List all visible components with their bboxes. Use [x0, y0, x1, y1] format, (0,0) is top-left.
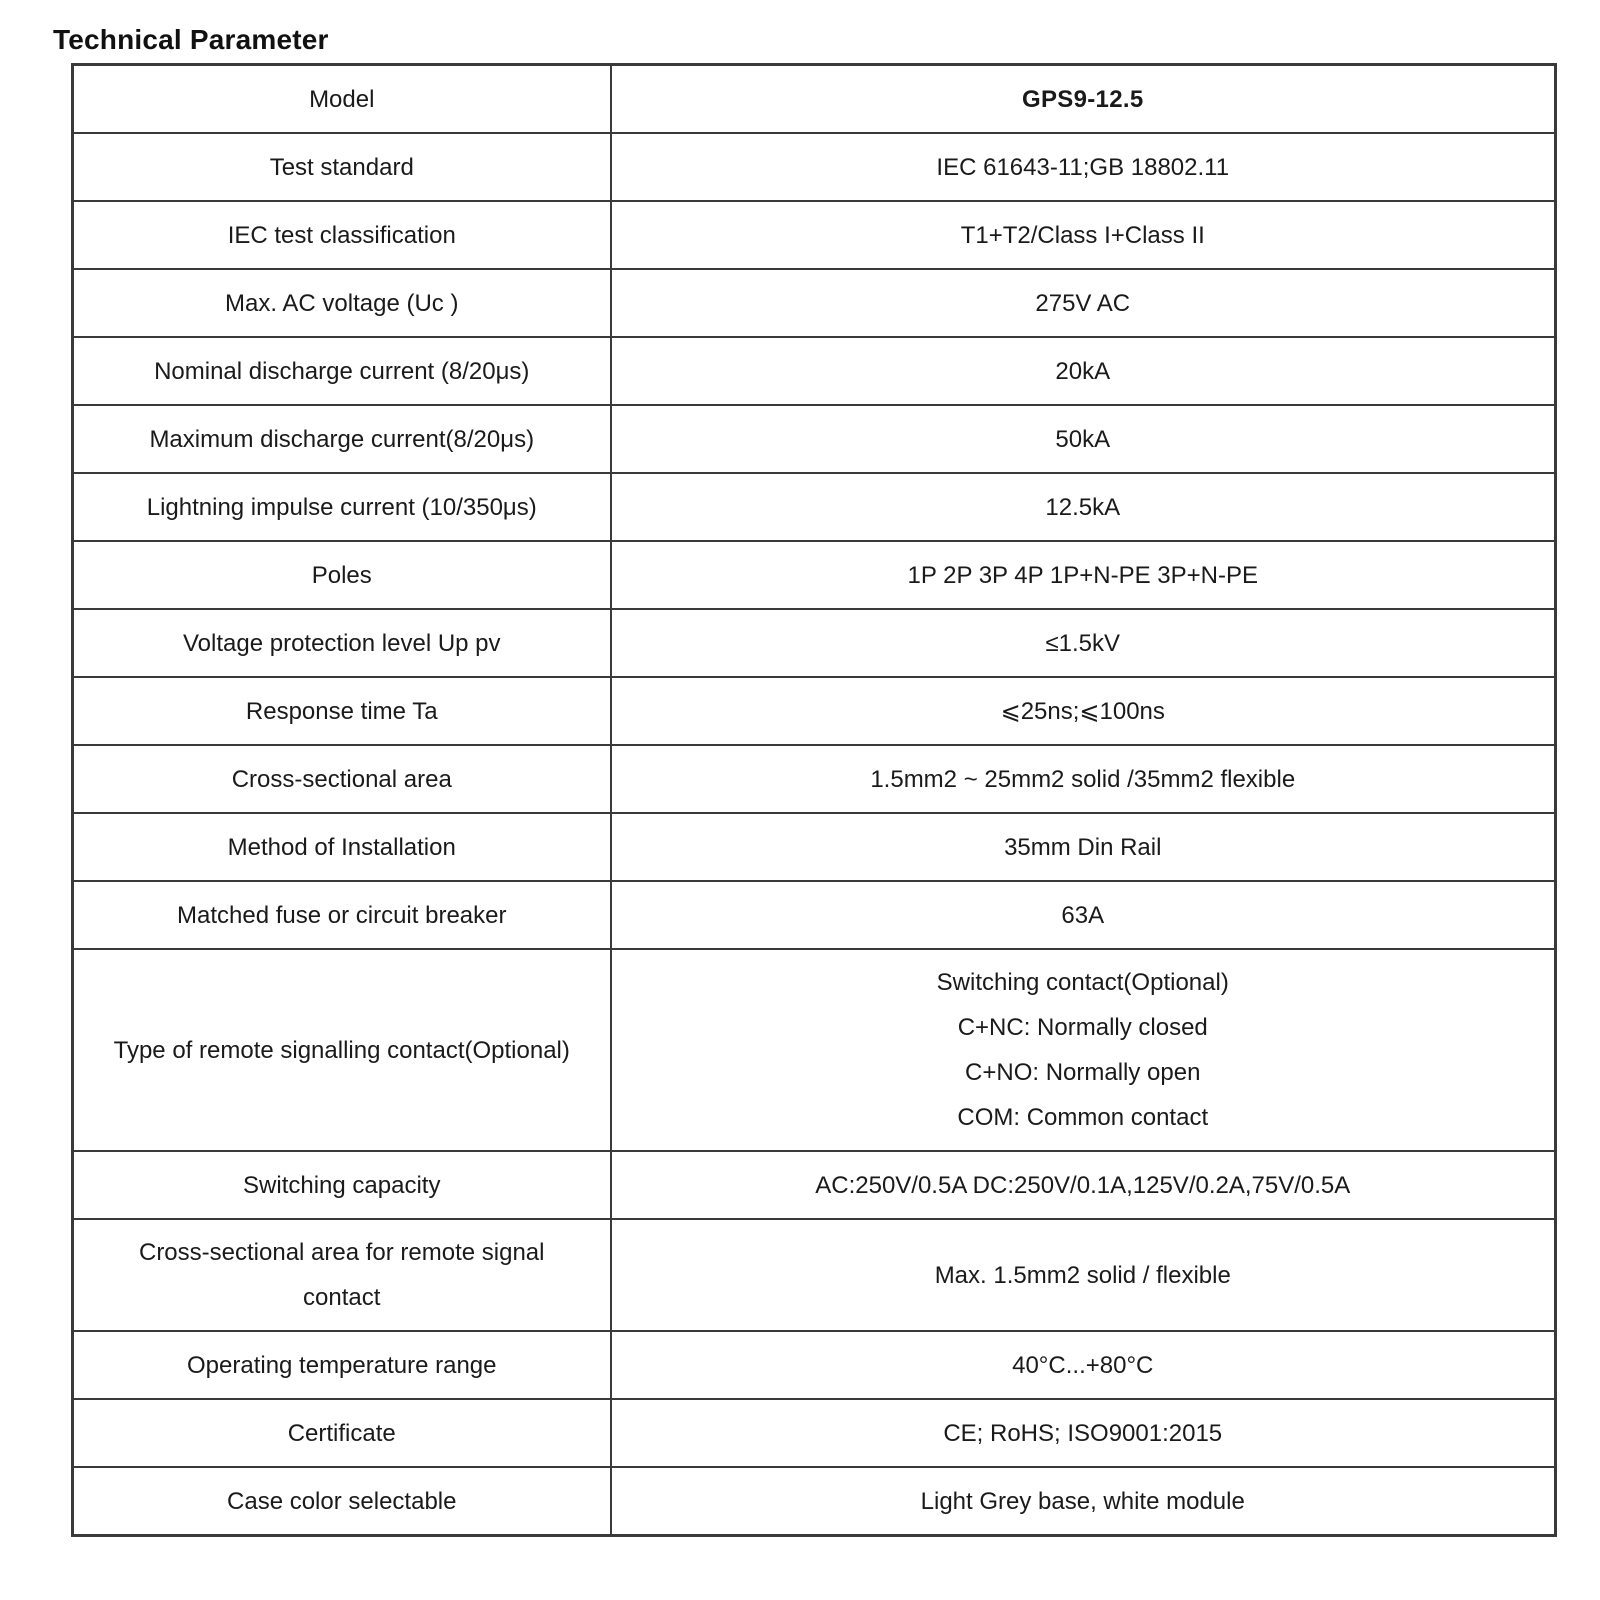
table-row-remote-signalling — [73, 949, 1556, 1151]
param-value: 63A — [611, 881, 1556, 949]
param-label: Case color selectable — [73, 1467, 611, 1536]
param-value: Max. 1.5mm2 solid / flexible — [611, 1219, 1556, 1331]
param-label: Certificate — [73, 1399, 611, 1467]
label-line: Cross-sectional area for remote signal — [138, 1239, 545, 1266]
table-row-switching-capacity — [73, 1151, 1556, 1219]
param-label: IEC test classification — [73, 201, 611, 269]
param-value: ⩽25ns;⩽100ns — [611, 677, 1556, 745]
param-label: Matched fuse or circuit breaker — [73, 881, 611, 949]
table-row-lightning-impulse — [73, 473, 1556, 541]
table-row-poles — [73, 541, 1556, 609]
param-label: Type of remote signalling contact(Optional) — [73, 949, 611, 1151]
param-value: 12.5kA — [611, 473, 1556, 541]
table-row-matched-fuse — [73, 881, 1556, 949]
value-line: Switching contact(Optional) — [936, 969, 1229, 996]
table-row-installation — [73, 813, 1556, 881]
param-label: Lightning impulse current (10/350μs) — [73, 473, 611, 541]
value-line: C+NO: Normally open — [965, 1059, 1201, 1086]
table-row-max-ac-voltage — [73, 269, 1556, 337]
param-value: 35mm Din Rail — [611, 813, 1556, 881]
technical-parameter-table — [71, 63, 1557, 1537]
table-row-remote-signal-area — [73, 1219, 1556, 1331]
param-label: Nominal discharge current (8/20μs) — [73, 337, 611, 405]
model-value: GPS9-12.5 — [611, 65, 1556, 134]
param-value: 1P 2P 3P 4P 1P+N-PE 3P+N-PE — [611, 541, 1556, 609]
param-value: 50kA — [611, 405, 1556, 473]
value-line: COM: Common contact — [957, 1104, 1209, 1131]
value-line: C+NC: Normally closed — [957, 1014, 1208, 1041]
table-row-response-time — [73, 677, 1556, 745]
param-value: ≤1.5kV — [611, 609, 1556, 677]
param-label — [73, 1219, 611, 1331]
table-row-operating-temperature — [73, 1331, 1556, 1399]
param-value: IEC 61643-11;GB 18802.11 — [611, 133, 1556, 201]
param-value: 40°C...+80°C — [611, 1331, 1556, 1399]
param-value: CE; RoHS; ISO9001:2015 — [611, 1399, 1556, 1467]
label-line: contact — [303, 1284, 381, 1311]
param-label: Test standard — [73, 133, 611, 201]
param-label: Cross-sectional area — [73, 745, 611, 813]
param-label: Response time Ta — [73, 677, 611, 745]
param-label: Model — [73, 65, 611, 134]
param-value — [611, 949, 1556, 1151]
param-value: Light Grey base, white module — [611, 1467, 1556, 1536]
param-value: 1.5mm2 ~ 25mm2 solid /35mm2 flexible — [611, 745, 1556, 813]
param-value: AC:250V/0.5A DC:250V/0.1A,125V/0.2A,75V/0.5A — [611, 1151, 1556, 1219]
param-label: Maximum discharge current(8/20μs) — [73, 405, 611, 473]
param-label: Method of Installation — [73, 813, 611, 881]
param-value: T1+T2/Class I+Class II — [611, 201, 1556, 269]
table-row-cross-sectional-area — [73, 745, 1556, 813]
table-row-iec-classification — [73, 201, 1556, 269]
page-title: Technical Parameter — [53, 24, 329, 55]
param-label: Voltage protection level Up pv — [73, 609, 611, 677]
table-row-model — [73, 65, 1556, 134]
table-row-nominal-discharge — [73, 337, 1556, 405]
table-row-maximum-discharge — [73, 405, 1556, 473]
param-label: Operating temperature range — [73, 1331, 611, 1399]
param-label: Poles — [73, 541, 611, 609]
param-value: 275V AC — [611, 269, 1556, 337]
table-row-certificate — [73, 1399, 1556, 1467]
table-row-voltage-protection — [73, 609, 1556, 677]
param-value: 20kA — [611, 337, 1556, 405]
param-label: Max. AC voltage (Uc ) — [73, 269, 611, 337]
param-label: Switching capacity — [73, 1151, 611, 1219]
table-row-case-color — [73, 1467, 1556, 1536]
table-row-test-standard — [73, 133, 1556, 201]
